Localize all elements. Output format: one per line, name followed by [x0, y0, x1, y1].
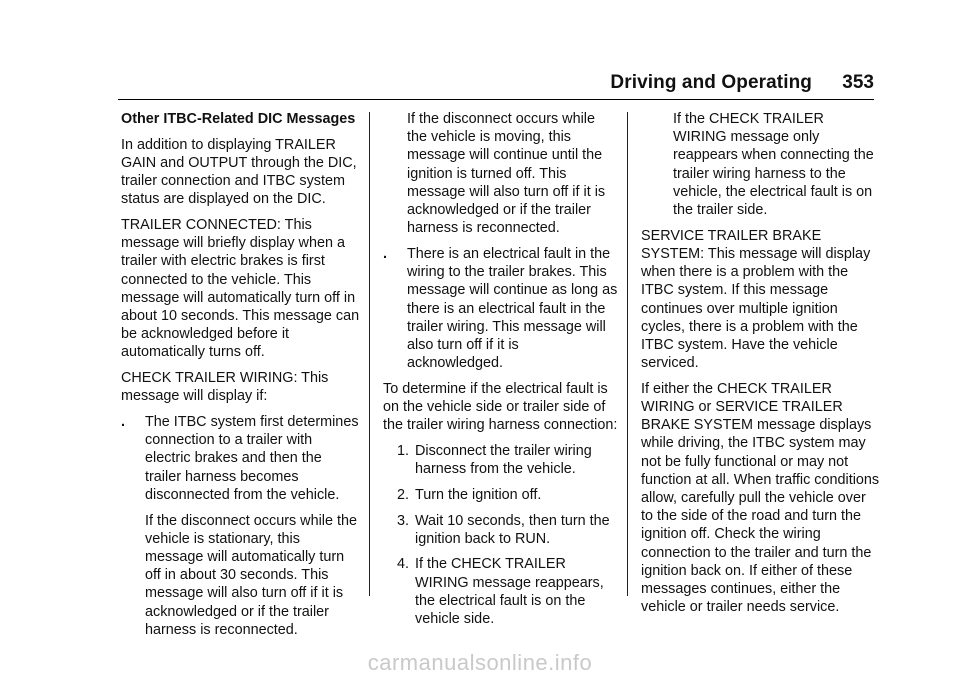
numbered-step	[383, 486, 618, 504]
step-text: Wait 10 seconds, then turn the ignition back to RUN.	[415, 512, 610, 547]
column-1	[121, 110, 361, 646]
subheading: Other ITBC-Related DIC Messages	[121, 111, 356, 127]
bullet-text: There is an electrical fault in the wiring to the trailer brakes. This message will continue as long as there is an electrical fault in the trailer wiring. This message will also turn off if it is acknowledged.	[407, 245, 618, 372]
section-title: Driving and Operating	[610, 72, 812, 93]
watermark: carmanualsonline.info	[367, 650, 593, 675]
step-text: Disconnect the trailer wiring harness from the vehicle.	[415, 442, 592, 478]
step-text: If the CHECK TRAILER WIRING message reappears, the electrical fault is on the vehicle side.	[415, 556, 604, 628]
bullet-item	[383, 245, 618, 372]
step-text: Turn the ignition off.	[415, 486, 542, 503]
step-number: 2.	[396, 486, 409, 503]
page-header	[118, 72, 874, 102]
page-number: 353	[842, 72, 874, 93]
bullet-subparagraph: If the disconnect occurs while the vehicle is stationary, this message will automatically turn off in about 30 seconds. This message will also turn off if it is acknowledged or if the trailer harness is reconnected.	[145, 512, 357, 638]
paragraph: CHECK TRAILER WIRING: This message will display if:	[121, 370, 329, 405]
bullet-subparagraph: If the disconnect occurs while the vehicle is moving, this message will continue until the ignition is turned off. This message will also turn off if it is acknowledged or if the trailer harness is reconnected.	[407, 111, 606, 237]
column-3	[641, 110, 881, 624]
paragraph: SERVICE TRAILER BRAKE SYSTEM: This message will display when there is a problem with the ITBC system. If this message continues over multiple ignition cycles, there is a problem with the ITBC system. Have the vehicle serviced.	[641, 227, 871, 372]
column-divider-2	[627, 112, 628, 596]
column-divider-1	[369, 112, 370, 596]
step-number: 1.	[396, 442, 409, 459]
paragraph: To determine if the electrical fault is on the vehicle side or trailer side of the trailer wiring harness connection:	[383, 380, 618, 434]
bullet-marker: .	[383, 245, 387, 262]
step-number: 3.	[396, 512, 409, 529]
bullet-text: The ITBC system first determines connection to a trailer with electric brakes and then the trailer harness becomes disconnected from the vehicle.	[145, 414, 359, 503]
numbered-step	[383, 442, 618, 478]
bullet-item	[121, 413, 361, 504]
step-continuation: If the CHECK TRAILER WIRING message only reappears when connecting the trailer wiring harness to the vehicle, the electrical fault is on the trailer side.	[673, 111, 874, 219]
numbered-step	[383, 555, 618, 628]
numbered-step	[383, 512, 618, 548]
step-number: 4.	[396, 556, 409, 573]
bullet-marker: .	[121, 414, 125, 431]
paragraph: If either the CHECK TRAILER WIRING or SERVICE TRAILER BRAKE SYSTEM message displays while driving, the ITBC system may not be fully functional or may not function at all. When traffic conditions allow, carefully pull the vehicle over to the side of the road and turn the ignition off. Check the wiring connection to the trailer and turn the ignition back on. If either of these messages continues, either the vehicle or trailer needs service.	[641, 380, 880, 616]
paragraph: In addition to displaying TRAILER GAIN and OUTPUT through the DIC, trailer connection and ITBC system status are displayed on the DIC.	[121, 136, 357, 208]
paragraph: TRAILER CONNECTED: This message will briefly display when a trailer with electric brakes is first connected to the vehicle. This message will automatically turn off in about 10 seconds. This message can be acknowledged before it automatically turns off.	[121, 217, 360, 361]
column-2	[383, 110, 618, 636]
header-rule	[118, 99, 874, 100]
